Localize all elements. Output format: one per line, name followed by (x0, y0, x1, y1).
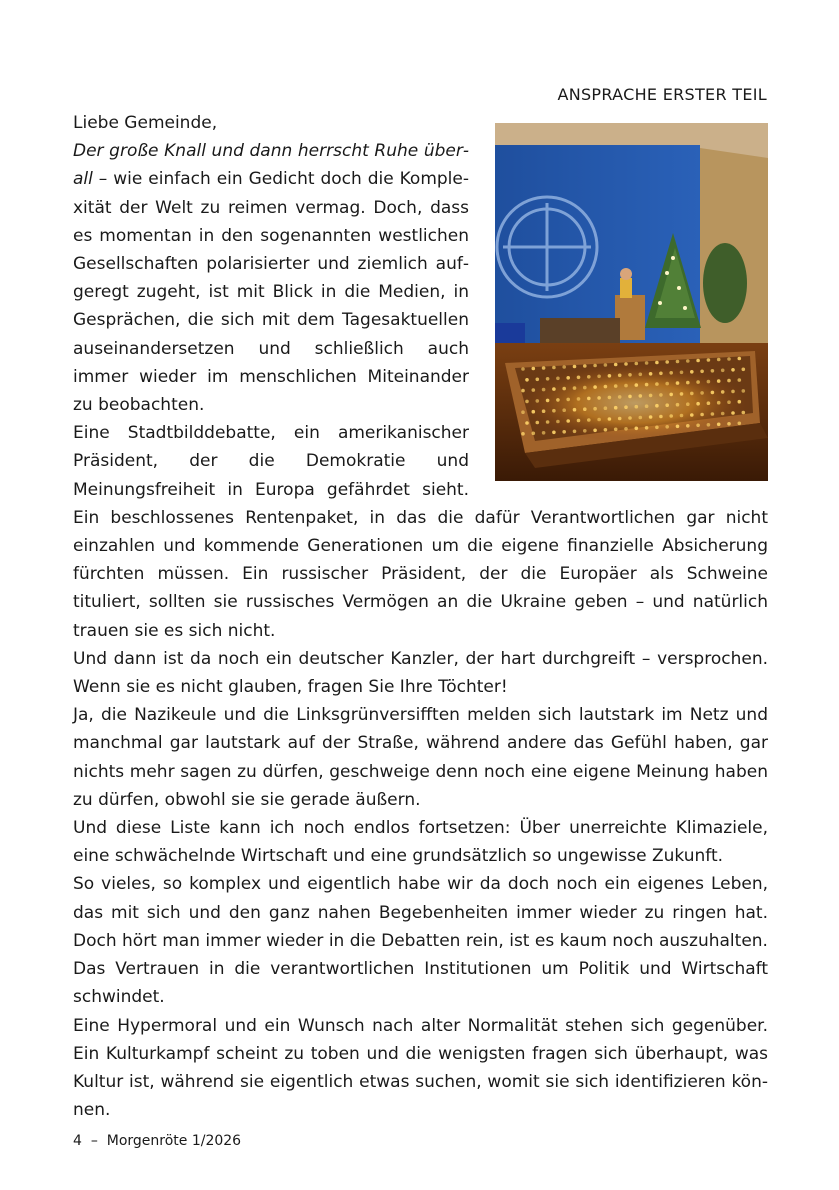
poem-quote: Der große Knall und dann herrscht Ruhe überall (73, 141, 469, 190)
paragraph-2: Eine Stadtbilddebatte, ein amerikanischer Präsident, der die Demokratie und Meinungsfreiheit in Europa gefährdet sieht. Ein beschlossenes Rentenpaket, in das die dafür Verantwortlichen gar nicht einzahlen und kommende Generationen um die eigene finanzielle Absicherung fürchten müssen. Ein russischer Präsident, der die Europäer als Schweine tituliert, sollten sie russisches Vermögen an die Ukraine geben – und natürlich trauen sie es sich nicht. (73, 423, 768, 641)
salutation: Liebe Gemeinde, (73, 113, 218, 133)
paragraph-1: – wie einfach ein Gedicht doch die Komplexität der Welt zu reimen vermag. Doch, dass es momentan in den sogenannten westlichen Gesellschaften polarisierter und ziemlich aufgeregt zugeht, ist mit Blick in die Medien, in Gesprächen, die sich mit dem Tagesaktuellen auseinandersetzen und schließlich auch immer wieder im menschlichen Miteinander zu beobachten. (73, 169, 469, 416)
article-body (73, 109, 768, 1124)
church-candle-photo (495, 123, 768, 481)
section-header: ANSPRACHE ERSTER TEIL (557, 85, 767, 104)
footer-separator: – (90, 1133, 98, 1149)
page-number: 4 (73, 1133, 82, 1149)
paragraph-5: Und diese Liste kann ich noch endlos fortsetzen: Über unerreichte Klimaziele, eine schwächelnde Wirtschaft und eine grundsätzlich so ungewisse Zukunft. (73, 818, 768, 867)
paragraph-4: Ja, die Nazikeule und die Linksgrünversifften melden sich lautstark im Netz und manchmal gar lautstark auf der Straße, während andere das Gefühl haben, gar nichts mehr sagen zu dürfen, geschweige denn noch eine eigene Meinung haben zu dürfen, obwohl sie sie gerade äußern. (73, 705, 768, 810)
paragraph-3: Und dann ist da noch ein deutscher Kanzler, der hart durchgreift – versprochen. Wenn sie es nicht glauben, fragen Sie Ihre Töchter! (73, 648, 768, 698)
page-footer (73, 1133, 241, 1149)
paragraph-8: Eine Hypermoral und ein Wunsch nach alter Normalität stehen sich gegenüber. Ein Kulturkampf scheint zu toben und die wenigsten fragen sich überhaupt, was Kultur ist, während sie eigentlich etwas suchen, womit sie sich identifizieren können. (73, 1015, 768, 1121)
publication-name: Morgenröte 1/2026 (106, 1133, 242, 1149)
paragraph-6: So vieles, so komplex und eigentlich habe wir da doch noch ein eigenes Leben, das mit sich und den ganz nahen Begebenheiten immer wieder zu ringen hat. Doch hört man immer wieder in die Debatten rein, ist es kaum noch auszuhalten. (73, 874, 768, 951)
paragraph-7: Das Vertrauen in die verantwortlichen Institutionen um Politik und Wirtschaft schwindet. (73, 959, 768, 1008)
